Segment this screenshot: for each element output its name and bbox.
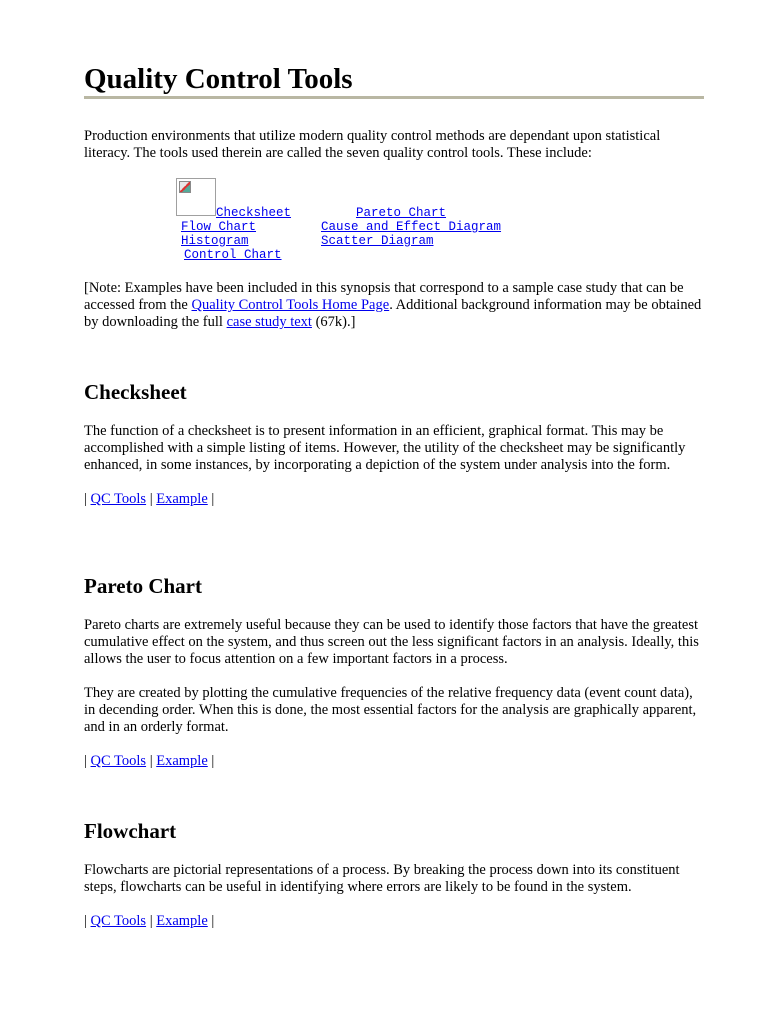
document-body bbox=[84, 62, 704, 929]
case-study-text-link[interactable]: case study text bbox=[226, 314, 312, 330]
example-link[interactable]: Example bbox=[156, 913, 208, 929]
nav-separator: | bbox=[149, 753, 153, 769]
tool-link-checksheet[interactable]: Checksheet bbox=[216, 206, 292, 220]
nav-separator: | bbox=[84, 491, 87, 507]
note-text-3: (67k).] bbox=[311, 314, 356, 330]
qc-tools-link[interactable]: QC Tools bbox=[90, 913, 147, 929]
tool-link-scatter-diagram[interactable]: Scatter Diagram bbox=[321, 234, 434, 248]
tool-links-block bbox=[176, 178, 536, 268]
checksheet-nav bbox=[84, 491, 704, 508]
broken-image-icon bbox=[176, 178, 216, 216]
example-link[interactable]: Example bbox=[156, 491, 208, 507]
image-placeholder-icon bbox=[179, 181, 191, 193]
note-text-2: . Additional background information may be obtained by downloading the full bbox=[84, 297, 702, 330]
pareto-body-1: Pareto charts are extremely useful because they can be used to identify those factors that have the greatest cumulative effect on the system, and thus screen out the less significant factors in an analysis. Ideally, this allows the user to focus attention on a few important factors in a process. bbox=[84, 617, 699, 667]
flowchart-heading: Flowchart bbox=[84, 819, 177, 843]
checksheet-heading: Checksheet bbox=[84, 380, 187, 404]
page-title: Quality Control Tools bbox=[84, 62, 704, 99]
qc-home-page-link[interactable]: Quality Control Tools Home Page bbox=[191, 297, 390, 313]
example-link[interactable]: Example bbox=[156, 753, 208, 769]
flowchart-nav bbox=[84, 913, 704, 930]
nav-separator: | bbox=[211, 491, 215, 507]
qc-tools-link[interactable]: QC Tools bbox=[90, 753, 147, 769]
checksheet-body: The function of a checksheet is to present information in an efficient, graphical format. This may be accomplished with a simple listing of items. However, the utility of the checksheet may be significantly enhanced, in some instances, by incorporating a depiction of the system under analysis into the form. bbox=[84, 423, 686, 473]
tool-link-flow-chart[interactable]: Flow Chart bbox=[181, 220, 257, 234]
section-pareto-chart bbox=[84, 574, 704, 770]
tool-link-cause-and-effect[interactable]: Cause and Effect Diagram bbox=[321, 220, 502, 234]
tool-link-control-chart[interactable]: Control Chart bbox=[184, 248, 282, 262]
section-flowchart bbox=[84, 819, 704, 930]
tool-link-histogram[interactable]: Histogram bbox=[181, 234, 249, 248]
tool-link-pareto-chart[interactable]: Pareto Chart bbox=[356, 206, 447, 220]
nav-separator: | bbox=[211, 913, 215, 929]
nav-separator: | bbox=[149, 491, 153, 507]
pareto-heading: Pareto Chart bbox=[84, 574, 202, 598]
section-checksheet bbox=[84, 380, 704, 508]
note-text-1: [Note: Examples have been included in this synopsis that correspond to a sample case study that can be accessed from the bbox=[84, 280, 684, 313]
pareto-nav bbox=[84, 753, 704, 770]
pareto-body-2: They are created by plotting the cumulative frequencies of the relative frequency data (event count data), in decending order. When this is done, the most essential factors for the analysis are graphically apparent, and in an orderly format. bbox=[84, 685, 697, 735]
nav-separator: | bbox=[84, 913, 87, 929]
nav-separator: | bbox=[84, 753, 87, 769]
qc-tools-link[interactable]: QC Tools bbox=[90, 491, 147, 507]
nav-separator: | bbox=[149, 913, 153, 929]
flowchart-body: Flowcharts are pictorial representations of a process. By breaking the process down into its constituent steps, flowcharts can be useful in identifying where errors are likely to be found in the system. bbox=[84, 862, 680, 895]
nav-separator: | bbox=[211, 753, 215, 769]
note-paragraph bbox=[84, 280, 704, 331]
intro-paragraph: Production environments that utilize modern quality control methods are dependant upon statistical literacy. The tools used therein are called the seven quality control tools. These include: bbox=[84, 128, 661, 161]
